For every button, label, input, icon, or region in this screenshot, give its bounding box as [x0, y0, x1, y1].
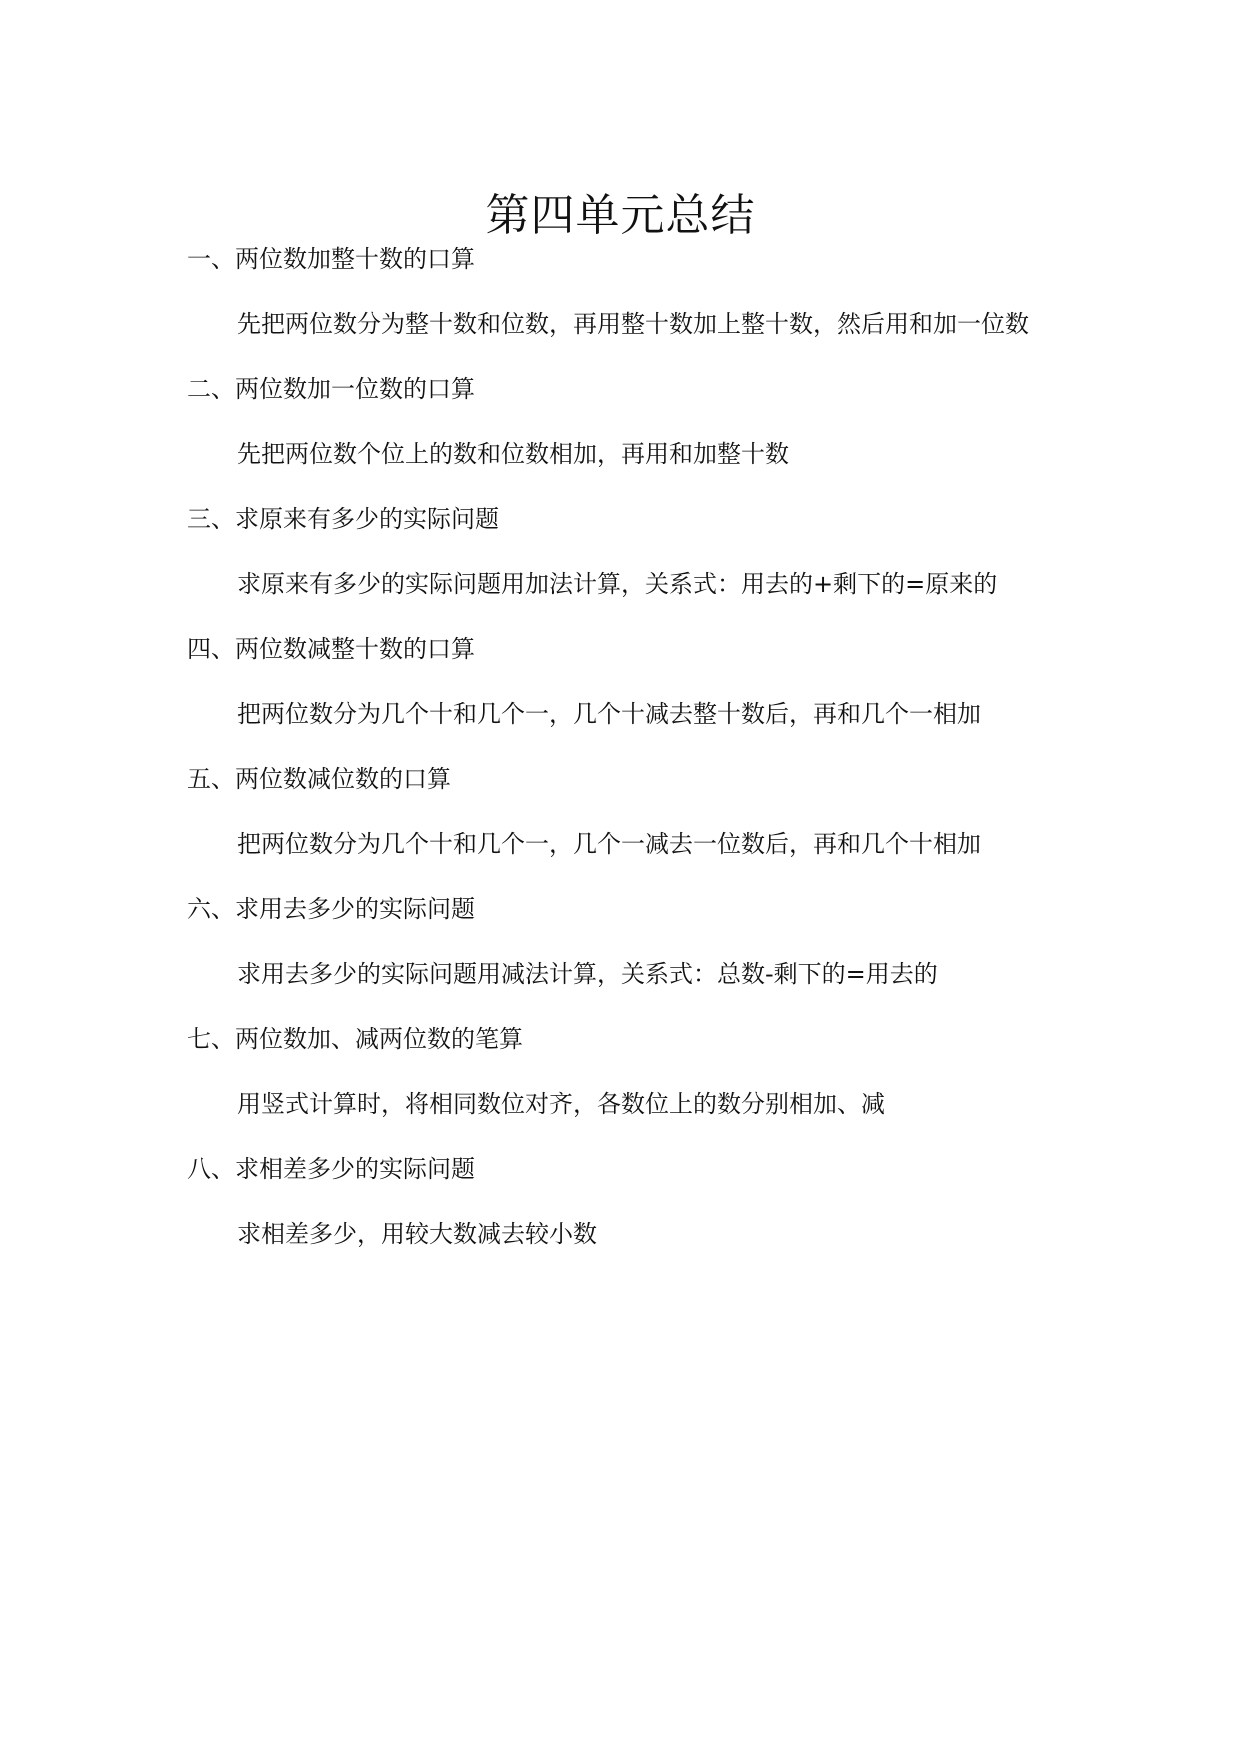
section-5 [187, 747, 1067, 877]
document-content [187, 227, 1067, 1267]
section-body: 把两位数分为几个十和几个一，几个十减去整十数后，再和几个一相加 [237, 700, 981, 728]
section-heading: 四、两位数减整十数的口算 [187, 635, 475, 663]
section-heading: 六、求用去多少的实际问题 [187, 895, 475, 923]
section-6 [187, 877, 1067, 1007]
section-3 [187, 487, 1067, 617]
section-body: 用竖式计算时，将相同数位对齐，各数位上的数分别相加、减 [237, 1090, 885, 1118]
section-heading: 一、两位数加整十数的口算 [187, 245, 475, 273]
section-7 [187, 1007, 1067, 1137]
section-body: 求用去多少的实际问题用减法计算，关系式：总数-剩下的=用去的 [237, 960, 938, 988]
section-body: 求相差多少，用较大数减去较小数 [237, 1220, 597, 1248]
section-heading: 二、两位数加一位数的口算 [187, 375, 475, 403]
section-4 [187, 617, 1067, 747]
section-body: 求原来有多少的实际问题用加法计算，关系式：用去的+剩下的=原来的 [237, 570, 998, 598]
page-title: 第四单元总结 [485, 190, 756, 242]
section-body: 把两位数分为几个十和几个一，几个一减去一位数后，再和几个十相加 [237, 830, 981, 858]
section-body: 先把两位数个位上的数和位数相加，再用和加整十数 [237, 440, 789, 468]
section-heading: 八、求相差多少的实际问题 [187, 1155, 475, 1183]
section-2 [187, 357, 1067, 487]
section-8 [187, 1137, 1067, 1267]
section-body: 先把两位数分为整十数和位数，再用整十数加上整十数，然后用和加一位数 [237, 310, 1029, 338]
section-heading: 七、两位数加、减两位数的笔算 [187, 1025, 523, 1053]
section-1 [187, 227, 1067, 357]
section-heading: 三、求原来有多少的实际问题 [187, 505, 499, 533]
section-heading: 五、两位数减位数的口算 [187, 765, 451, 793]
